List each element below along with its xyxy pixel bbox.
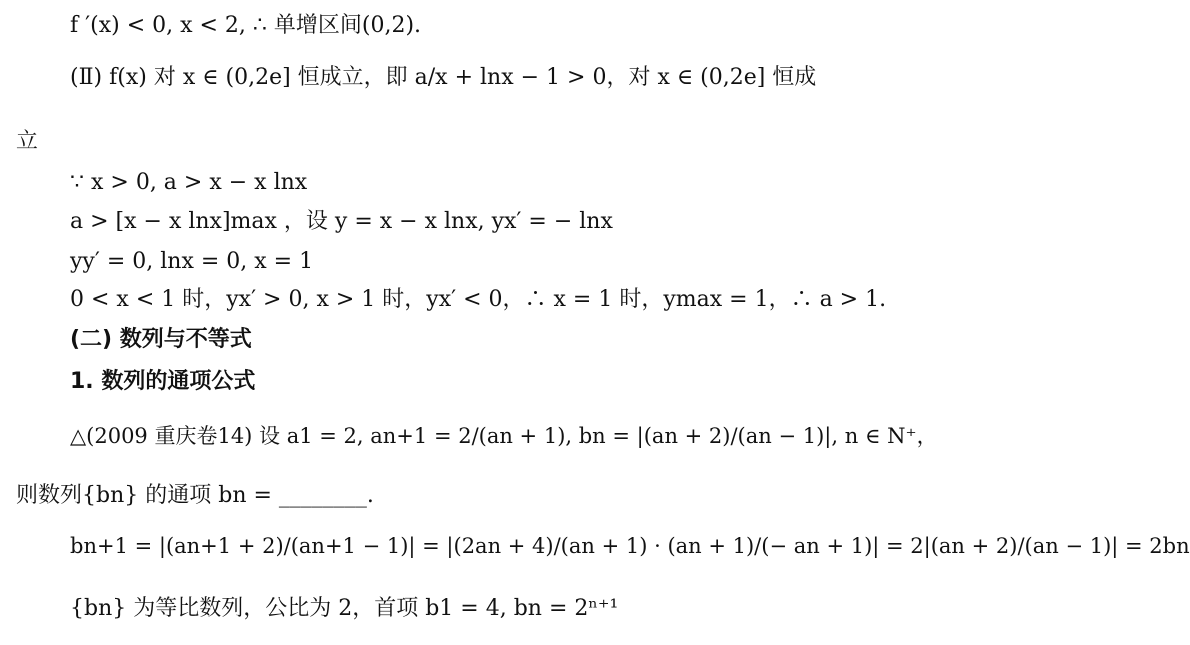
line-5: a > [x − x lnx]max ，设 y = x − x lnx, yx′ = − lnx (70, 209, 613, 234)
line-3: 立 (16, 129, 39, 154)
line-12: bn+1 = |(an+1 + 2)/(an+1 − 1)| = |(2an + 4)/(an + 1) · (an + 1)/(− an + 1)| = 2|(an + 2)/(an − 1)| = 2bn (70, 534, 1190, 558)
section-heading: (二) 数列与不等式 (70, 327, 252, 352)
line-10: △(2009 重庆卷14) 设 a1 = 2, an+1 = 2/(an + 1), bn = |(an + 2)/(an − 1)|, n ∈ N⁺， (70, 424, 938, 448)
line-6: yy′ = 0, lnx = 0, x = 1 (70, 249, 314, 274)
line-13: {bn} 为等比数列，公比为 2，首项 b1 = 4, bn = 2ⁿ⁺¹ (70, 596, 619, 621)
line-2: (Ⅱ) f(x) 对 x ∈ (0,2e] 恒成立，即 a/x + lnx − 1 > 0，对 x ∈ (0,2e] 恒成 (70, 65, 817, 90)
line-1: f ′(x) < 0, x < 2, ∴ 单增区间(0,2). (70, 13, 422, 38)
line-11: 则数列{bn} 的通项 bn = ________. (16, 483, 374, 508)
line-4: ∵ x > 0, a > x − x lnx (70, 170, 308, 195)
line-7: 0 < x < 1 时，yx′ > 0, x > 1 时，yx′ < 0，∴ x = 1 时，ymax = 1，∴ a > 1. (70, 287, 887, 312)
subsection-heading: 1. 数列的通项公式 (70, 369, 256, 394)
